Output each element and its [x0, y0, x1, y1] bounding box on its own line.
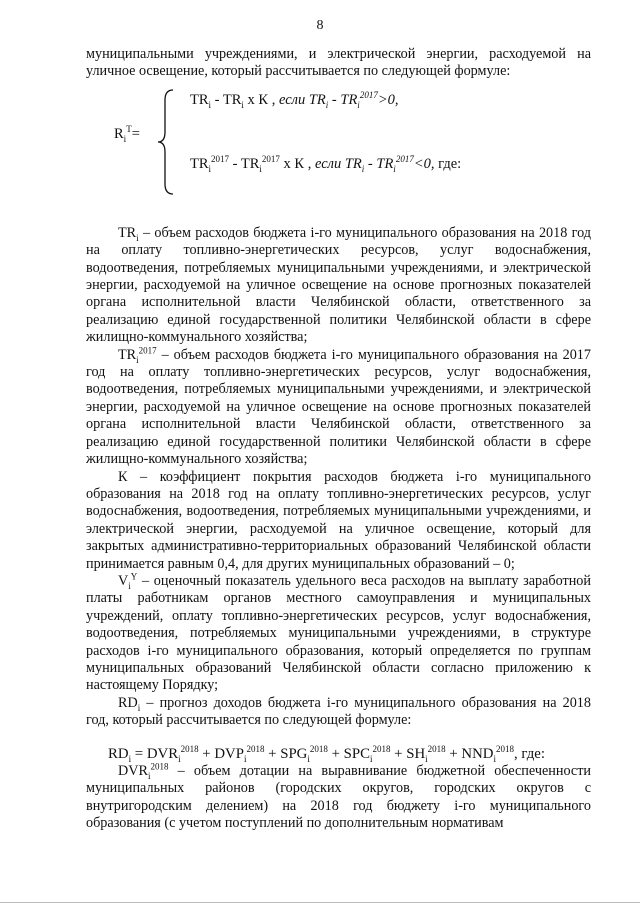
definition-tr-2017: $TR_i^{2017}$ – объем расходов бюджета i-го муниципального образования на 2017 год на оплату топливно-энергетических ресурсов, услуг водоснабжения, водоотведения, потребляемых муниципальными учреждениями, и электрической энергии, расходуемой на уличное освещение на основе прогнозных показателей органа исполнительной власти Челябинской области, ответственного за реализацию единой государственной политики Челябинской области в сфере жилищно-коммунального хозяйства;	[86, 344, 591, 468]
formula-rd-term: $NND_i^{2018}$, где:	[461, 743, 545, 764]
formula-rt-case-1: $TR_i - TR_i$ х К , если $TR_i - TR_i^{2017}>0$,	[190, 89, 399, 110]
definition-rd: $RD_i$ – прогноз доходов бюджета i-го муниципального образования на 2018 год, который рассчитывается по следующей формуле:	[86, 694, 591, 729]
document-body	[86, 46, 591, 833]
formula-rd-term: $SPC_i^{2018}$ +	[343, 743, 407, 764]
page-number: 8	[316, 18, 324, 33]
formula-rd: $RD_i = DVR_i^{2018} + DVP_i^{2018} + SPG_i^{2018} + SPC_i^{2018} + SH_i^{2018} + NND_i^{2018}$, где:	[108, 743, 545, 764]
definition-tr: $TR_i$ – объем расходов бюджета i-го муниципального образования на 2018 год на оплату топливно-энергетических ресурсов, услуг водоснабжения, водоотведения, потребляемых муниципальными учреждениями, и электрической энергии, расходуемой на уличное освещение на основе прогнозных показателей органа исполнительной власти Челябинской области, ответственного за реализацию единой государственной политики Челябинской области в сфере жилищно-коммунального хозяйства;	[86, 224, 591, 346]
definition-dvr: $DVR_i^{2018}$ – объем дотации на выравнивание бюджетной обеспеченности муниципальных районов (городских округов, городских округов с внутригородским делением) на 2018 год бюджету i-го муниципального образования (с учетом поступлений по дополнительным нормативам	[86, 761, 591, 832]
formula-rt-case-2: $TR_i^{2017} - TR_i^{2017}$ х К , если $TR_i - TR_i^{2017}<0$, где:	[190, 153, 462, 174]
formula-rd-term: $SH_i^{2018}$ +	[406, 743, 462, 764]
formula-rt-lhs: $R_i^T=$	[114, 123, 140, 144]
formula-rd-term: $SPG_i^{2018}$ +	[280, 743, 344, 764]
formula-rd-term: $DVP_i^{2018}$ +	[214, 743, 281, 764]
formula-rd-term: $DVR_i^{2018}$ +	[146, 743, 215, 764]
definition-k: К – коэффициент покрытия расходов бюджета i-го муниципального образования на 2018 год на оплату топливно-энергетических ресурсов, услуг водоснабжения, водоотведения, потребляемых муниципальными учреждениями, и электрической энергии, расходуемой на уличное освещение, который для закрытых административно-территориальных образований Челябинской области принимается равным 0,4, для других муниципальных образований – 0;	[86, 468, 591, 572]
page-bottom-divider	[0, 902, 640, 903]
intro-paragraph: муниципальными учреждениями, и электрической энергии, расходуемой на уличное освещение, который рассчитывается по следующей формуле:	[86, 46, 591, 80]
curly-brace-icon	[156, 88, 176, 196]
formula-rt	[86, 88, 591, 212]
definition-v: $V_i^Y$ – оценочный показатель удельного веса расходов на выплату заработной платы работникам органов местного самоуправления и муниципальных учреждений, оплату топливно-энергетических ресурсов, услуг водоснабжения, водоотведения, потребляемых муниципальными учреждениями, в структуре расходов i-го муниципального образования, который определяется по группам муниципальных образований Челябинской области согласно приложению к настоящему Порядку;	[86, 571, 591, 694]
